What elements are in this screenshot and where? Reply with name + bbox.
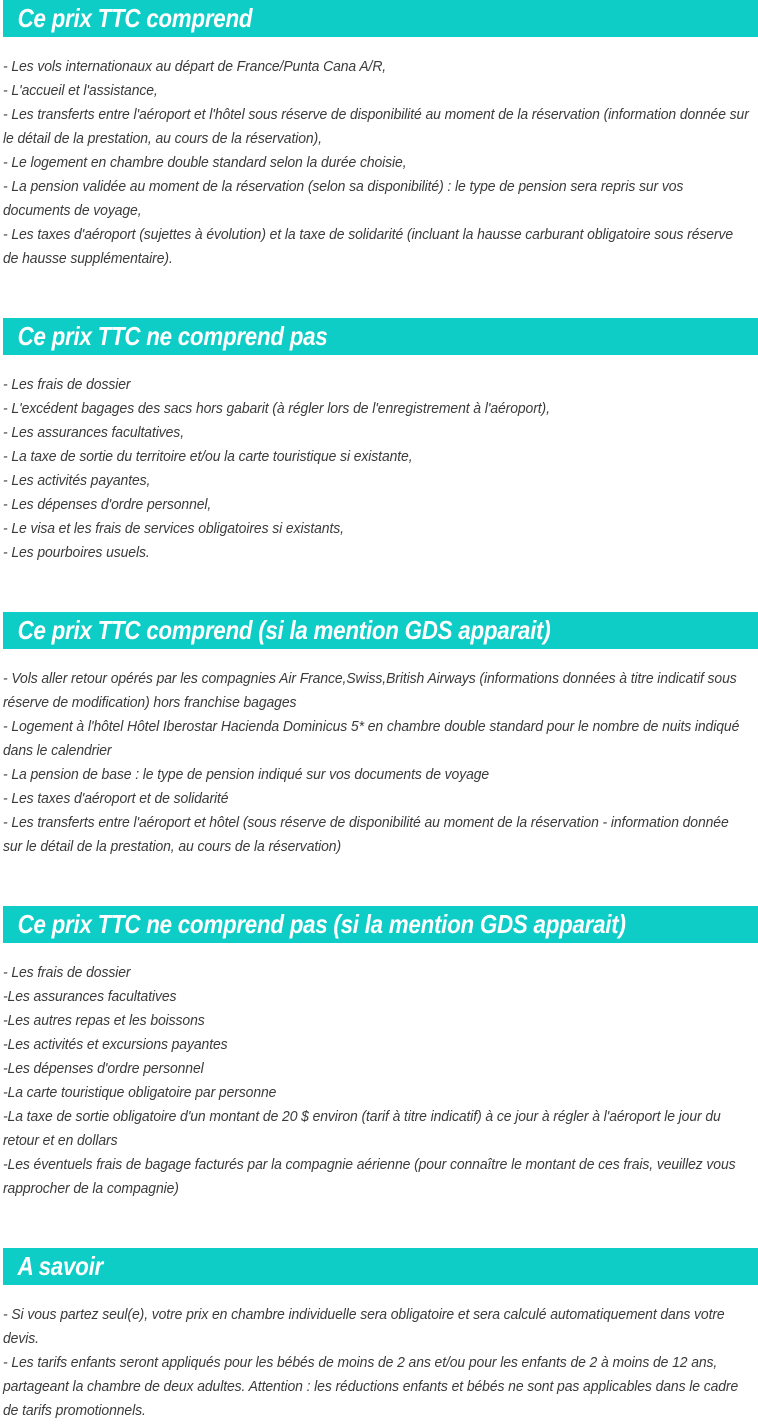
list-item: - Les frais de dossier — [3, 964, 131, 981]
section-body — [0, 355, 758, 565]
list-item: - Logement à l'hôtel Hôtel Iberostar Hacienda Dominicus 5* en chambre double standard pour le nombre de nuits indiqué dans le calendrier — [3, 718, 740, 759]
list-item: - La taxe de sortie du territoire et/ou la carte touristique si existante, — [3, 448, 413, 465]
section-title: A savoir — [17, 1251, 103, 1281]
section-title-bar — [3, 1248, 758, 1285]
list-item: - L'accueil et l'assistance, — [3, 82, 158, 99]
section-title: Ce prix TTC comprend — [17, 3, 253, 33]
section-a-savoir — [0, 1248, 758, 1423]
section-ce-prix-ttc-ne-comprend-pas-si-la-mention-gds-apparait — [0, 906, 758, 1201]
section-title-bar — [3, 0, 758, 37]
list-item: - Si vous partez seul(e), votre prix en chambre individuelle sera obligatoire et sera calculé automatiquement dans votre devis. — [3, 1306, 725, 1347]
section-title: Ce prix TTC ne comprend pas — [17, 321, 328, 351]
list-item: - Les vols internationaux au départ de France/Punta Cana A/R, — [3, 58, 387, 75]
list-item: - La pension validée au moment de la réservation (selon sa disponibilité) : le type de pension sera repris sur vos documents de voyage, — [3, 178, 684, 219]
section-body — [0, 943, 758, 1201]
section-title-bar — [3, 906, 758, 943]
section-title: Ce prix TTC comprend (si la mention GDS apparait) — [17, 615, 551, 645]
list-item: - La pension de base : le type de pension indiqué sur vos documents de voyage — [3, 766, 490, 783]
list-item: - Les assurances facultatives, — [3, 424, 184, 441]
section-title: Ce prix TTC ne comprend pas (si la mention GDS apparait) — [17, 909, 626, 939]
list-item: - Les transferts entre l'aéroport et hôtel (sous réserve de disponibilité au moment de la réservation - information donnée sur le détail de la prestation, au cours de la réservation) — [3, 814, 729, 855]
section-ce-prix-ttc-ne-comprend-pas — [0, 318, 758, 565]
section-ce-prix-ttc-comprend-si-la-mention-gds-apparait — [0, 612, 758, 859]
list-item: - L'excédent bagages des sacs hors gabarit (à régler lors de l'enregistrement à l'aéroport), — [3, 400, 550, 417]
section-body — [0, 649, 758, 859]
section-title-bar — [3, 318, 758, 355]
section-body — [0, 1285, 758, 1423]
list-item: - Les pourboires usuels. — [3, 544, 150, 561]
section-ce-prix-ttc-comprend — [0, 0, 758, 271]
list-item: -La carte touristique obligatoire par personne — [3, 1084, 277, 1101]
list-item: - Le visa et les frais de services obligatoires si existants, — [3, 520, 344, 537]
list-item: - Les tarifs enfants seront appliqués pour les bébés de moins de 2 ans et/ou pour les enfants de 2 à moins de 12 ans, partageant la chambre de deux adultes. Attention : les réductions enfants et bébés ne sont pas applicables dans le cadre de tarifs promotionnels. — [3, 1354, 739, 1419]
list-item: - Les dépenses d'ordre personnel, — [3, 496, 212, 513]
list-item: -Les dépenses d'ordre personnel — [3, 1060, 204, 1077]
list-item: - Les transferts entre l'aéroport et l'hôtel sous réserve de disponibilité au moment de la réservation (information donnée sur le détail de la prestation, au cours de la réservation), — [3, 106, 749, 147]
section-title-bar — [3, 612, 758, 649]
list-item: - Les frais de dossier — [3, 376, 131, 393]
list-item: - Les activités payantes, — [3, 472, 151, 489]
list-item: - Le logement en chambre double standard selon la durée choisie, — [3, 154, 407, 171]
list-item: - Les taxes d'aéroport (sujettes à évolution) et la taxe de solidarité (incluant la hausse carburant obligatoire sous réserve de hausse supplémentaire). — [3, 226, 734, 267]
list-item: - Les taxes d'aéroport et de solidarité — [3, 790, 229, 807]
list-item: -Les activités et excursions payantes — [3, 1036, 228, 1053]
list-item: -Les assurances facultatives — [3, 988, 177, 1005]
list-item: - Vols aller retour opérés par les compagnies Air France,Swiss,British Airways (informations données à titre indicatif sous réserve de modification) hors franchise bagages — [3, 670, 737, 711]
section-body — [0, 37, 758, 271]
list-item: -Les éventuels frais de bagage facturés par la compagnie aérienne (pour connaître le montant de ces frais, veuillez vous rapprocher de la compagnie) — [3, 1156, 736, 1197]
list-item: -Les autres repas et les boissons — [3, 1012, 205, 1029]
list-item: -La taxe de sortie obligatoire d'un montant de 20 $ environ (tarif à titre indicatif) à ce jour à régler à l'aéroport le jour du retour et en dollars — [3, 1108, 721, 1149]
